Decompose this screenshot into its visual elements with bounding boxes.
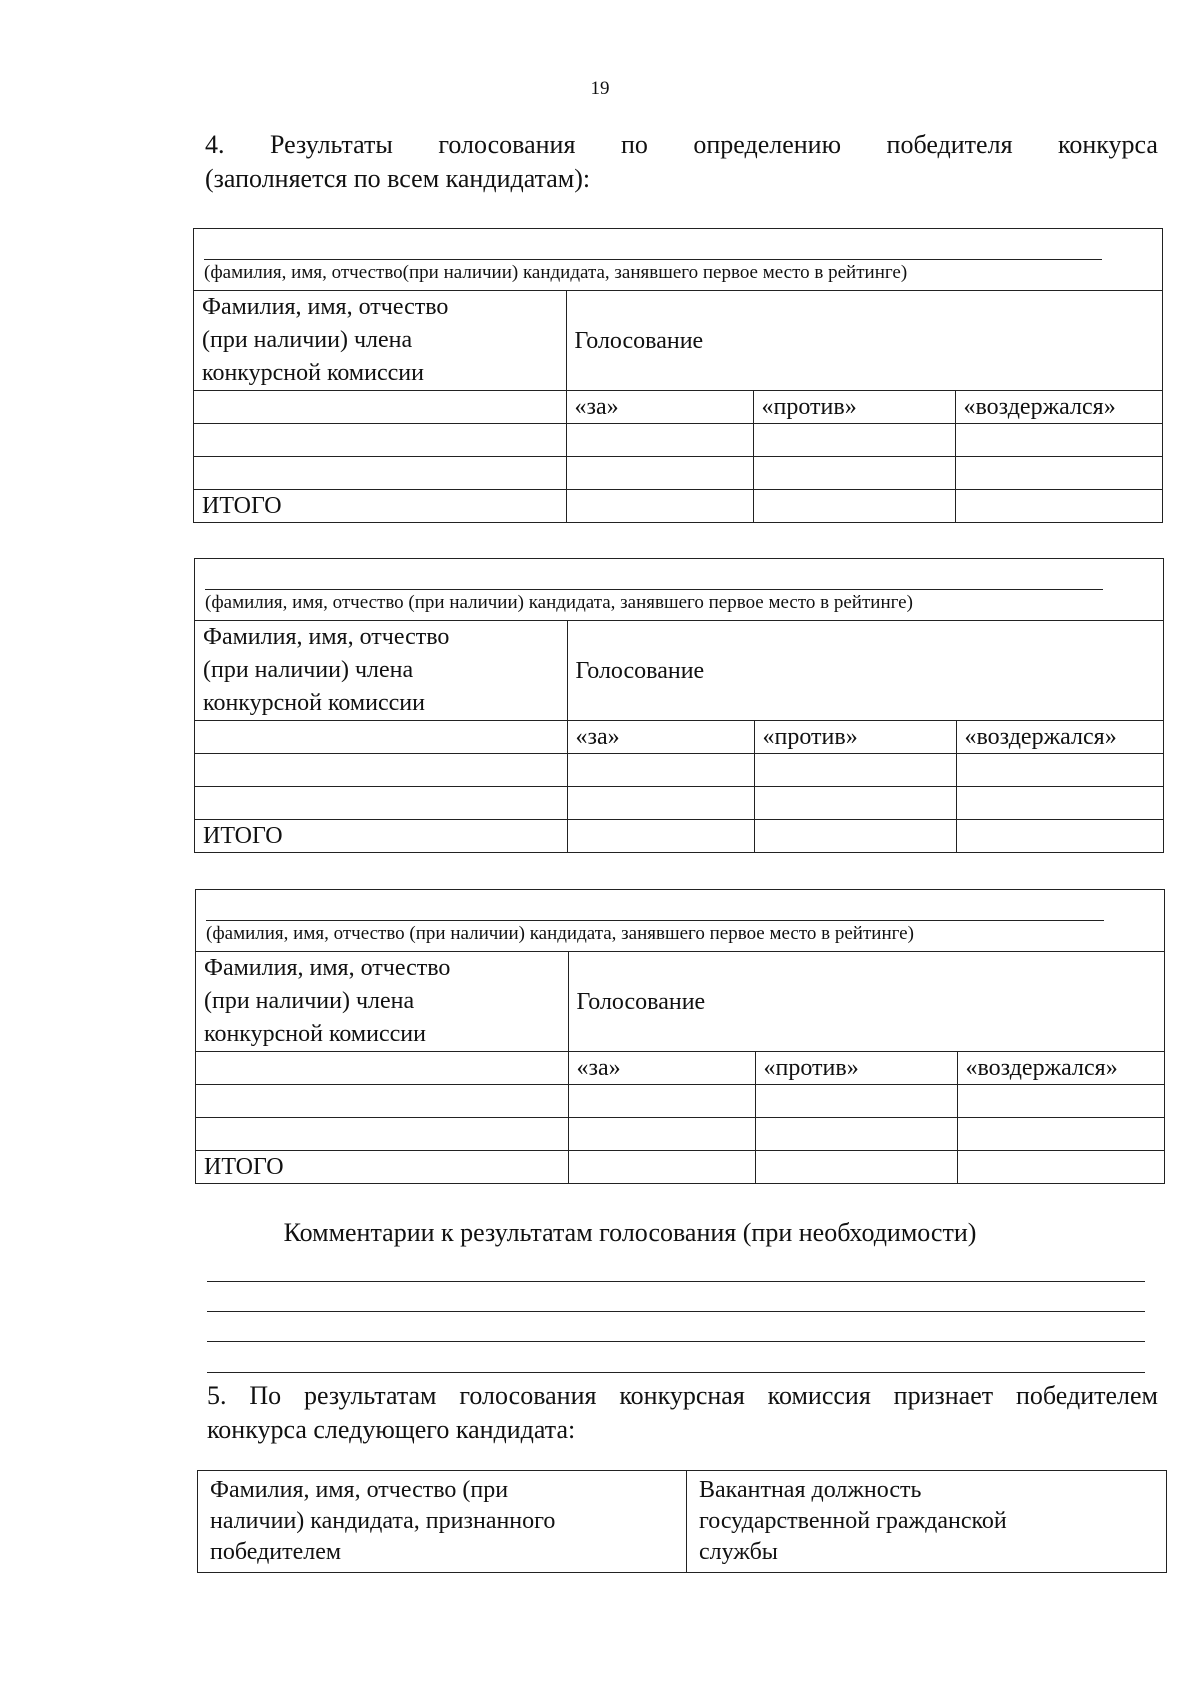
section-5-heading [207, 1379, 1158, 1447]
vote-cell[interactable] [755, 1085, 957, 1118]
fio-header: Фамилия, имя, отчество (при наличии) члена конкурсной комиссии [195, 621, 567, 721]
option-abstained: «воздержался» [955, 391, 1162, 424]
word: По [249, 1381, 282, 1410]
vote-table-3 [195, 889, 1165, 1184]
word: 5. [207, 1381, 227, 1410]
candidate-header [194, 229, 1162, 291]
vote-table-2 [194, 558, 1164, 853]
vote-cell[interactable] [568, 1118, 755, 1151]
fio-header: Фамилия, имя, отчество (при наличии) члена конкурсной комиссии [196, 952, 568, 1052]
word: результатам [304, 1381, 437, 1410]
vote-cell[interactable] [957, 1118, 1164, 1151]
vote-cell[interactable] [567, 787, 754, 820]
option-against: «против» [755, 1052, 957, 1085]
option-against: «против» [754, 721, 956, 754]
total-cell[interactable] [755, 1151, 957, 1184]
vote-cell[interactable] [956, 754, 1163, 787]
section-5-line-1 [207, 1379, 1158, 1413]
total-label: ИТОГО [194, 490, 566, 523]
vote-cell[interactable] [567, 754, 754, 787]
word: комиссия [767, 1381, 871, 1410]
vote-table-1 [193, 228, 1163, 523]
vote-cell[interactable] [956, 787, 1163, 820]
total-cell[interactable] [957, 1151, 1164, 1184]
word: признает [893, 1381, 994, 1410]
empty-cell[interactable] [194, 391, 566, 424]
word: по [620, 130, 648, 159]
winner-table [197, 1470, 1167, 1573]
member-cell[interactable] [195, 754, 567, 787]
total-cell[interactable] [753, 490, 955, 523]
word: конкурсная [619, 1381, 745, 1410]
vote-cell[interactable] [753, 424, 955, 457]
comment-line[interactable] [207, 1311, 1145, 1312]
option-abstained: «воздержался» [957, 1052, 1164, 1085]
table-row [195, 787, 1163, 820]
voting-header: Голосование [568, 952, 1164, 1052]
table-row [195, 754, 1163, 787]
vote-grid [196, 952, 1164, 1183]
fio-header: Фамилия, имя, отчество (при наличии) члена конкурсной комиссии [194, 291, 566, 391]
vote-cell[interactable] [566, 424, 753, 457]
comment-line[interactable] [207, 1341, 1145, 1342]
table-row [196, 1085, 1164, 1118]
total-cell[interactable] [566, 490, 753, 523]
vote-cell[interactable] [755, 1118, 957, 1151]
winner-fio-header: Фамилия, имя, отчество (при наличии) кандидата, признанного победителем [198, 1471, 687, 1573]
vote-cell[interactable] [955, 424, 1162, 457]
table-row [196, 1118, 1164, 1151]
total-cell[interactable] [567, 820, 754, 853]
total-cell[interactable] [568, 1151, 755, 1184]
word: конкурса [1058, 130, 1158, 159]
voting-header: Голосование [566, 291, 1162, 391]
total-label: ИТОГО [195, 820, 567, 853]
member-cell[interactable] [194, 424, 566, 457]
empty-cell[interactable] [195, 721, 567, 754]
total-label: ИТОГО [196, 1151, 568, 1184]
total-cell[interactable] [956, 820, 1163, 853]
section-5-line-2: конкурса следующего кандидата: [207, 1415, 576, 1444]
vote-cell[interactable] [957, 1085, 1164, 1118]
vote-grid [195, 621, 1163, 852]
candidate-header [195, 559, 1163, 621]
member-cell[interactable] [196, 1118, 568, 1151]
candidate-header [196, 890, 1164, 952]
member-cell[interactable] [195, 787, 567, 820]
vote-cell[interactable] [754, 787, 956, 820]
word: 4. [205, 130, 225, 159]
candidate-caption: (фамилия, имя, отчество (при наличии) кандидата, занявшего первое место в рейтинге) [205, 592, 913, 613]
section-4-line-1 [205, 128, 1158, 162]
section-4-heading [205, 128, 1158, 196]
member-cell[interactable] [194, 457, 566, 490]
word: Результаты [270, 130, 393, 159]
vote-cell[interactable] [955, 457, 1162, 490]
table-row [194, 424, 1162, 457]
word: голосования [459, 1381, 597, 1410]
vote-cell[interactable] [753, 457, 955, 490]
section-4-line-2: (заполняется по всем кандидатам): [205, 164, 591, 193]
table-row [194, 457, 1162, 490]
page-number: 19 [590, 78, 610, 99]
total-cell[interactable] [955, 490, 1162, 523]
word: победителем [1015, 1381, 1158, 1410]
word: определению [693, 130, 842, 159]
candidate-caption: (фамилия, имя, отчество (при наличии) кандидата, занявшего первое место в рейтинге) [206, 923, 914, 944]
total-cell[interactable] [754, 820, 956, 853]
voting-header: Голосование [567, 621, 1163, 721]
comments-title: Комментарии к результатам голосования (при необходимости) [283, 1218, 977, 1247]
option-for: «за» [567, 721, 754, 754]
vacant-position-header: Вакантная должность государственной гражданской службы [687, 1471, 1167, 1573]
option-for: «за» [566, 391, 753, 424]
comment-line[interactable] [207, 1281, 1145, 1282]
candidate-name-line[interactable] [205, 589, 1103, 590]
candidate-caption: (фамилия, имя, отчество(при наличии) кандидата, занявшего первое место в рейтинге) [204, 262, 908, 283]
vote-cell[interactable] [566, 457, 753, 490]
word: победителя [886, 130, 1013, 159]
vote-cell[interactable] [568, 1085, 755, 1118]
candidate-name-line[interactable] [204, 259, 1102, 260]
member-cell[interactable] [196, 1085, 568, 1118]
vote-cell[interactable] [754, 754, 956, 787]
comment-line[interactable] [207, 1372, 1145, 1373]
option-abstained: «воздержался» [956, 721, 1163, 754]
option-for: «за» [568, 1052, 755, 1085]
candidate-name-line[interactable] [206, 920, 1104, 921]
option-against: «против» [753, 391, 955, 424]
word: голосования [438, 130, 576, 159]
empty-cell[interactable] [196, 1052, 568, 1085]
vote-grid [194, 291, 1162, 522]
